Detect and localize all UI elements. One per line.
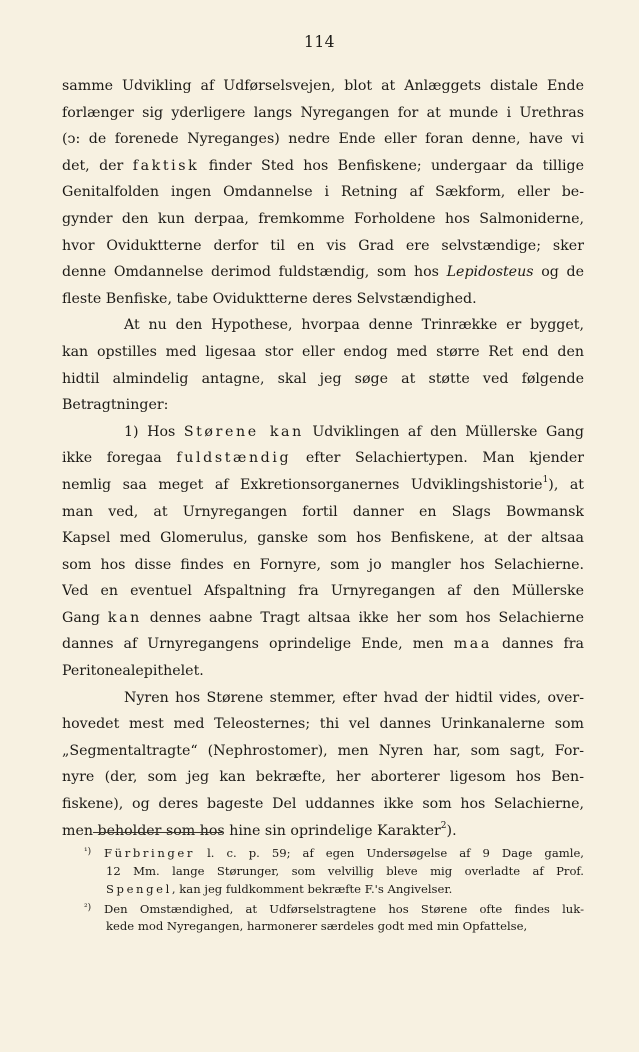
- text-run: nemlig saa meget af Exkretionsorganernes Udviklingshistorie: [62, 476, 543, 493]
- text-run: og de: [533, 264, 584, 281]
- footnote-reference: 1: [542, 474, 549, 485]
- text-run: Udviklingen af den Müllerske Gang: [303, 423, 584, 440]
- paragraph: [62, 312, 584, 418]
- text-line: [62, 445, 584, 472]
- spaced-emphasis: faktisk: [132, 157, 200, 174]
- text-run: denne Omdannelse derimod fuldstændig, som hos: [62, 264, 447, 281]
- text-run: , kan jeg fuldkomment bekræfte F.'s Angivelser.: [171, 882, 453, 896]
- text-line: [62, 233, 584, 260]
- text-run: man ved, at Urnyregangen fortil danner en Slags Bowmansk: [62, 503, 584, 520]
- paragraph: [62, 685, 584, 845]
- text-run: Peritonealepithelet.: [62, 663, 204, 680]
- text-line: [62, 126, 584, 153]
- text-run: som hos disse findes en Fornyre, som jo mangler hos Selachierne.: [62, 556, 584, 573]
- text-run: Ved en eventuel Afspaltning fra Urnyregangen af den Müllerske: [62, 583, 584, 600]
- text-line: [62, 286, 584, 313]
- text-run: Genitalfolden ingen Omdannelse i Retning af Sækform, eller be-: [62, 184, 584, 201]
- text-run: samme Udvikling af Udførselsvejen, blot at Anlæggets distale Ende: [62, 78, 584, 94]
- text-run: ), at: [548, 476, 584, 493]
- paragraph: [62, 419, 584, 685]
- footnote-rule: [93, 832, 222, 833]
- text-run: gynder den kun derpaa, fremkomme Forholdene hos Salmoniderne,: [62, 210, 584, 227]
- text-line: [62, 525, 584, 552]
- text-line: [62, 631, 584, 658]
- text-line: [62, 392, 584, 419]
- text-line: [62, 791, 584, 818]
- text-run: kan opstilles med ligesaa stor eller endog med større Ret end den: [62, 343, 584, 360]
- footnote-line: [84, 880, 584, 899]
- text-line: [62, 738, 584, 765]
- text-run: „Segmentaltragte“ (Nephrostomer), men Nyren har, som sagt, For-: [62, 742, 584, 759]
- text-line: [62, 472, 584, 499]
- footnote-line: [84, 843, 584, 862]
- spaced-emphasis: Fürbringer: [104, 846, 196, 860]
- text-line: [62, 764, 584, 791]
- text-line: [62, 312, 584, 339]
- text-line: [62, 419, 584, 446]
- footnote-reference: 2: [440, 820, 447, 831]
- text-run: l. c. p. 59; af egen Undersøgelse af 9 Dage gamle,: [195, 846, 584, 860]
- text-run: det, der: [62, 157, 133, 174]
- paragraph: [62, 73, 584, 312]
- text-line: [62, 685, 584, 712]
- text-run: Nyren hos Størene stemmer, efter hvad der hidtil vides, over-: [124, 689, 584, 706]
- text-run: kede mod Nyregangen, harmonerer særdeles godt med min Opfattelse,: [106, 919, 528, 933]
- italic-term: Lepidosteus: [446, 264, 534, 281]
- text-run: 1) Hos: [124, 423, 184, 440]
- text-run: fleste Benfiske, tabe Oviduktterne deres Selvstændighed.: [62, 290, 477, 307]
- text-run: dannes fra: [491, 636, 584, 653]
- page-number: 114: [303, 33, 336, 51]
- text-run: Den Omstændighed, at Udførselstragtene hos Størene ofte findes luk-: [104, 901, 584, 916]
- text-run: 12 Mm. lange Størunger, som velvillig bleve mig overladte af Prof.: [106, 863, 584, 878]
- footnote-marker: ¹): [84, 847, 92, 857]
- text-run: forlænger sig yderligere langs Nyregangen for at munde i Urethras: [62, 104, 584, 121]
- text-line: [62, 73, 584, 100]
- text-run: hvor Oviduktterne derfor til en vis Grad ere selvstændige; sker: [62, 237, 584, 254]
- text-line: [62, 552, 584, 579]
- footnote: [84, 843, 584, 899]
- text-run: Betragtninger:: [62, 397, 169, 414]
- text-line: [62, 206, 584, 233]
- text-run: At nu den Hypothese, hvorpaa denne Trinrække er bygget,: [124, 317, 584, 334]
- spaced-emphasis: fuldstændig: [176, 450, 292, 467]
- text-line: [62, 153, 584, 180]
- spaced-emphasis: kan: [107, 609, 142, 626]
- text-run: hovedet mest med Teleosternes; thi vel dannes Urinkanalerne som: [62, 716, 584, 733]
- body-text: [62, 73, 584, 844]
- text-run: efter Selachiertypen. Man kjender: [291, 450, 584, 467]
- text-line: [62, 818, 584, 845]
- text-line: [62, 658, 584, 685]
- text-run: Kapsel med Glomerulus, ganske som hos Benfiskene, at der altsaa: [62, 530, 584, 547]
- spaced-emphasis: Spengel: [106, 882, 172, 896]
- text-line: [62, 339, 584, 366]
- text-line: [62, 100, 584, 127]
- footnote-marker: ²): [84, 902, 92, 913]
- footnote-line: [84, 917, 584, 936]
- text-line: [62, 499, 584, 526]
- text-line: [62, 578, 584, 605]
- text-run: ).: [446, 822, 457, 839]
- text-run: (ↄ: de forenede Nyreganges) nedre Ende eller foran denne, have vi: [62, 131, 584, 148]
- text-run: nyre (der, som jeg kan bekræfte, her aborterer ligesom hos Ben-: [62, 769, 584, 786]
- text-line: [62, 179, 584, 206]
- text-run: finder Sted hos Benfiskene; undergaar da tillige: [199, 157, 584, 174]
- text-run: dannes af Urnyregangens oprindelige Ende, men: [62, 636, 454, 653]
- text-run: hidtil almindelig antagne, skal jeg søge at støtte ved følgende: [62, 370, 584, 387]
- text-line: [62, 711, 584, 738]
- text-line: [62, 366, 584, 393]
- text-run: fiskene), og deres bageste Del uddannes ikke som hos Selachierne,: [62, 796, 584, 813]
- footnote: [84, 899, 584, 936]
- footnote-line: [84, 899, 584, 918]
- spaced-emphasis: Størene kan: [183, 423, 304, 440]
- text-run: men beholder som hos hine sin oprindelige Karakter: [62, 822, 441, 839]
- footnotes: [84, 843, 584, 936]
- text-run: dennes aabne Tragt altsaa ikke her som hos Selachierne: [141, 609, 584, 626]
- text-line: [62, 605, 584, 632]
- text-run: Gang: [62, 609, 108, 626]
- footnote-line: [84, 862, 584, 881]
- text-run: ikke foregaa: [62, 450, 177, 467]
- text-line: [62, 259, 584, 286]
- spaced-emphasis: maa: [453, 636, 492, 653]
